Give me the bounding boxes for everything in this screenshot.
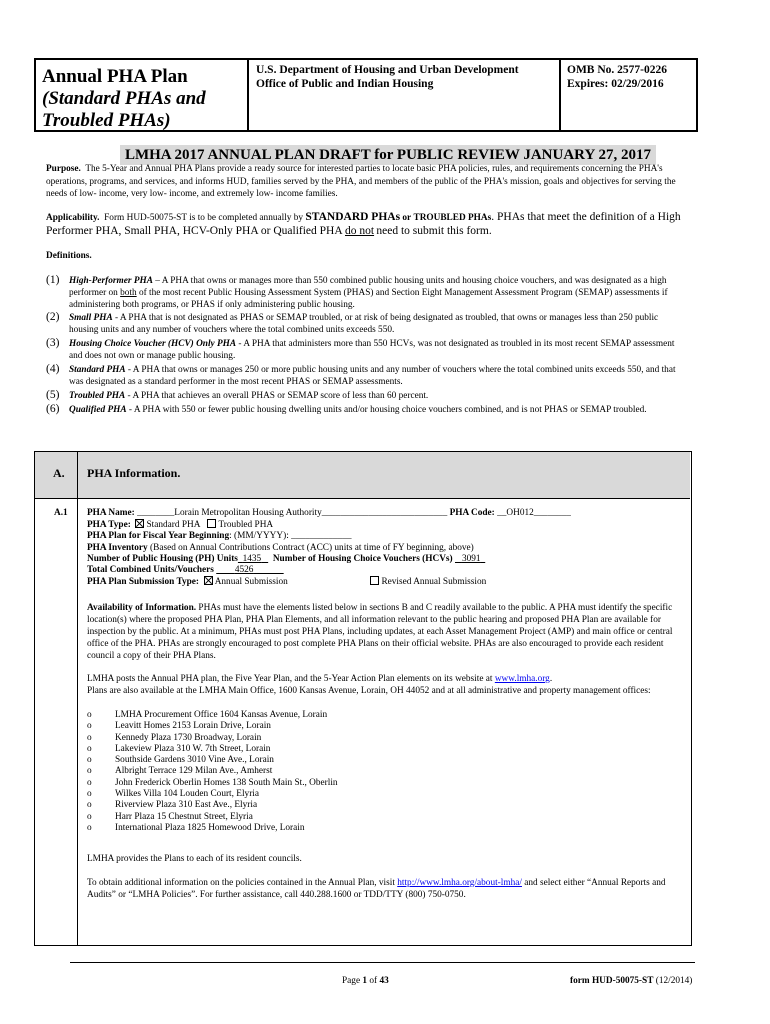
list-item: o Wilkes Villa 104 Louden Court, Elyria — [87, 789, 260, 800]
lmha-website-link[interactable]: www.lmha.org — [494, 674, 550, 684]
department-name: U.S. Department of Housing and Urban Development Office of Public and Indian Housing — [256, 64, 519, 90]
pha-name-value: ________Lorain Metropolitan Housing Authority___________________________ — [137, 508, 448, 518]
definition-item: (1) High-Performer PHA – A PHA that owns or manages more than 550 combined public housing units and housing choice vouchers, and was designated as a high performer on both of the most recent Public Housing Assessment System (PHAS) and Section Eight Management Assessment Program (SEMAP) assessments if administering both programs, or PHAS if only administering public housing. — [46, 274, 668, 310]
applicability-paragraph: Applicability. Form HUD-50075-ST is to be completed annually by STANDARD PHAs or TROUBLED PHAs. PHAs that meet the definition of a High Performer PHA, Small PHA, HCV-Only PHA or Qualified PHA do not need to submit this form. — [46, 211, 681, 237]
standard-pha-checkbox[interactable] — [135, 519, 144, 528]
definition-item: (4) Standard PHA - A PHA that owns or manages 250 or more public housing units and any number of vouchers where the total combined units exceeds 550, and that was designated as a standard performer in the most recent PHAS or SEMAP assessments. — [46, 363, 676, 387]
list-item: o Lakeview Plaza 310 W. 7th Street, Lorain — [87, 743, 271, 754]
definition-item: (5) Troubled PHA - A PHA that achieves an overall PHAS or SEMAP score of less than 60 percent. — [46, 389, 429, 401]
section-a-header — [35, 452, 690, 499]
form-title-cell — [34, 58, 247, 132]
inventory-row: PHA Inventory (Based on Annual Contributions Contract (ACC) units at time of FY beginning, above) — [87, 542, 474, 553]
list-item: o Albright Terrace 129 Milan Ave., Amherst — [87, 766, 273, 777]
definition-item: (3) Housing Choice Voucher (HCV) Only PHA - A PHA that administers more than 550 HCVs, was not designated as troubled in its most recent SEMAP assessment and does not own or manage public housing. — [46, 337, 675, 361]
total-row: Total Combined Units/Vouchers 4526 — [87, 565, 254, 576]
annual-submission-checkbox[interactable] — [204, 576, 213, 585]
list-item: o Leavitt Homes 2153 Lorain Drive, Lorain — [87, 721, 271, 732]
definitions-heading: Definitions. — [46, 251, 92, 261]
availability-paragraph: Availability of Information. PHAs must have the elements listed below in sections B and C readily available to the public. A PHA must identify the specific location(s) where the proposed PHA Plan, PHA Plan Elements, and all information relevant to the public hearing and proposed PHA Plan are available for inspection by the public. At a minimum, PHAs must post PHA Plans, including updates, at each Asset Management Project (AMP) and main office or central office of the PHA. PHAs are strongly encouraged to post complete PHA Plans on their official website. PHAs are also encouraged to provide each resident council a copy of their PHA Plans. — [87, 603, 673, 661]
footer-divider — [70, 962, 695, 963]
pha-info-fields — [87, 508, 687, 588]
form-header — [34, 58, 698, 132]
section-label: A. — [53, 466, 65, 480]
hcv-value: 3091 — [461, 553, 481, 564]
list-item: o International Plaza 1825 Homewood Drive, Lorain — [87, 822, 305, 833]
list-item: o Southside Gardens 3010 Vine Ave., Lorain — [87, 755, 274, 766]
section-title: PHA Information. — [87, 466, 181, 480]
department-cell — [247, 58, 561, 132]
fiscal-year-row: PHA Plan for Fiscal Year Beginning: (MM/YYYY): _____________ — [87, 531, 352, 542]
form-identifier: form HUD-50075-ST (12/2014) — [570, 976, 693, 986]
revised-submission-checkbox[interactable] — [370, 576, 379, 585]
purpose-paragraph: Purpose. The 5-Year and Annual PHA Plans provide a ready source for interested parties to locate basic PHA policies, rules, and requirements concerning the PHA's operations, programs, and services, and informs HUD, families served by the PHA, and members of the public of the PHA's mission, goals and objectives for serving the needs of low- income, very low- income, and extremely low- income families. — [46, 164, 676, 200]
omb-info: OMB No. 2577-0226 Expires: 02/29/2016 — [567, 64, 667, 90]
about-lmha-link[interactable]: http://www.lmha.org/about-lmha/ — [397, 878, 522, 888]
definition-item: (6) Qualified PHA - A PHA with 550 or fewer public housing dwelling units and/or housing choice vouchers combined, and is not PHAS or SEMAP troubled. — [46, 403, 647, 415]
omb-cell — [561, 58, 698, 132]
office-locations-list — [87, 710, 687, 834]
definition-item: (2) Small PHA - A PHA that is not designated as PHAS or SEMAP troubled, or at risk of being designated as troubled, that owns or manages less than 250 public housing units and any number of vouchers where the total combined units exceeds 550. — [46, 311, 659, 335]
troubled-pha-checkbox[interactable] — [207, 519, 216, 528]
list-item: o John Frederick Oberlin Homes 138 South Main St., Oberlin — [87, 777, 338, 788]
posting-paragraph: LMHA posts the Annual PHA plan, the Five Year Plan, and the 5-Year Action Plan elements on its website at www.lmha.org. Plans are also available at the LMHA Main Office, 1600 Kansas Avenue, Lorain, OH 44052 and at all administrative and property management offices: — [87, 674, 651, 696]
resident-councils-text: LMHA provides the Plans to each of its resident councils. — [87, 854, 302, 864]
list-item: o Harr Plaza 15 Chestnut Street, Elyria — [87, 811, 253, 822]
list-item: o Riverview Plaza 310 East Ave., Elyria — [87, 800, 258, 811]
additional-info-paragraph: To obtain additional information on the policies contained in the Annual Plan, visit http://www.lmha.org/about-lmha/ and select either “Annual Reports and Audits” or “LMHA Policies”. For further assistance, call 440.288.1600 or TDD/TTY (800) 750-0750. — [87, 878, 666, 900]
section-a-box — [34, 451, 692, 946]
draft-banner: LMHA 2017 ANNUAL PLAN DRAFT for PUBLIC REVIEW JANUARY 27, 2017 — [120, 145, 656, 165]
pha-code-value: __OH012________ — [497, 508, 571, 518]
submission-type-row: PHA Plan Submission Type: Annual Submission Revised Annual Submission — [87, 577, 487, 588]
list-item: o LMHA Procurement Office 1604 Kansas Avenue, Lorain — [87, 710, 328, 720]
ph-units-value: 1435 — [242, 553, 262, 564]
column-divider — [77, 452, 78, 945]
subsection-label: A.1 — [54, 508, 68, 518]
pha-name-row: PHA Name: ________Lorain Metropolitan Housing Authority___________________________ PHA Code: __OH012________ — [87, 508, 571, 518]
list-item: o Kennedy Plaza 1730 Broadway, Lorain — [87, 732, 262, 743]
form-title: Annual PHA Plan (Standard PHAs and Troubled PHAs) — [42, 66, 206, 131]
pha-type-row: PHA Type: Standard PHA Troubled PHA — [87, 520, 274, 531]
total-value: 4526 — [234, 565, 254, 576]
units-row: Number of Public Housing (PH) Units 1435 Number of Housing Choice Vouchers (HCVs) 3091 — [87, 553, 481, 564]
page-number: Page 1 of 43 — [342, 976, 389, 986]
